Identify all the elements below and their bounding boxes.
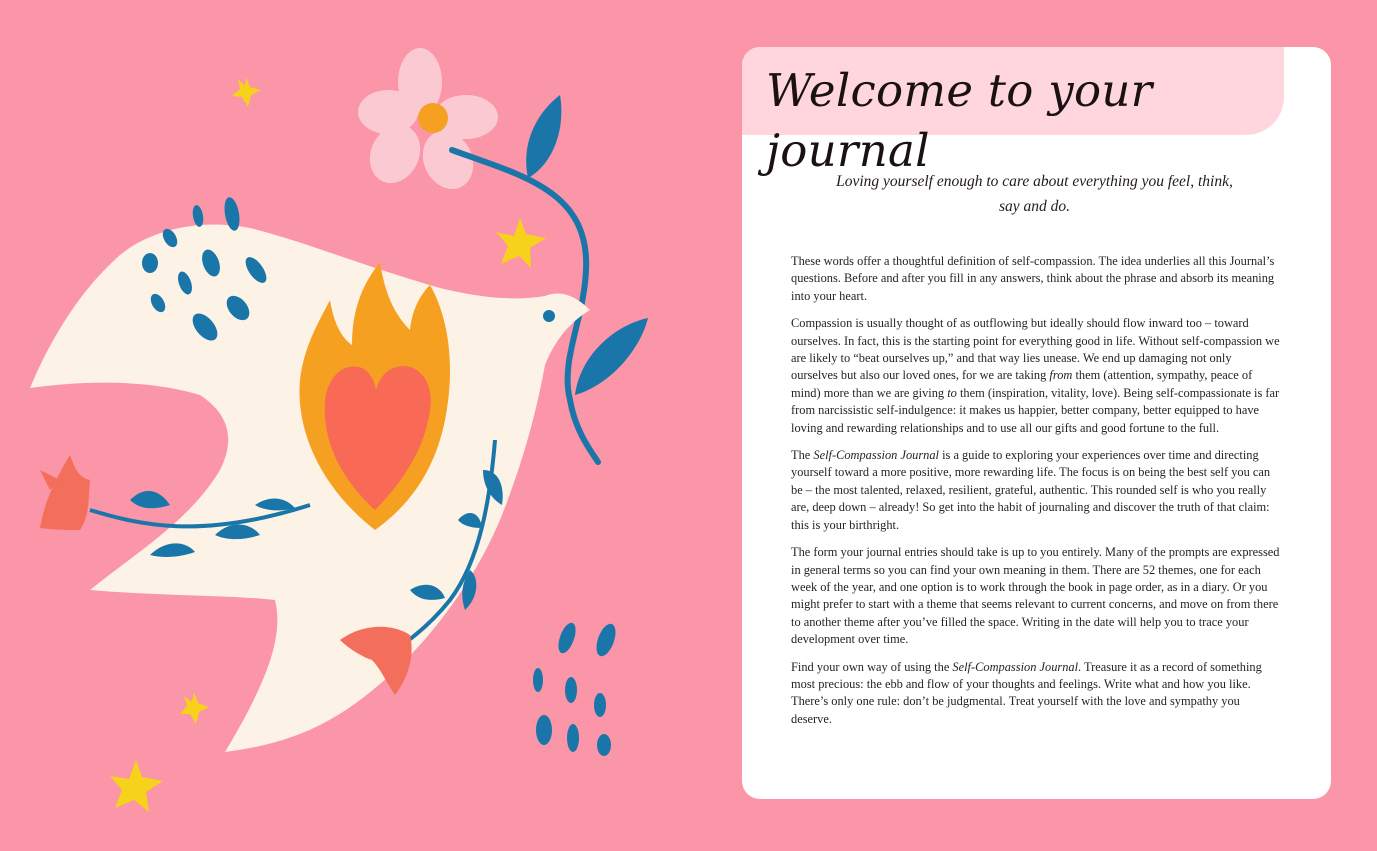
paragraph-text: Compassion is usually thought of as outflowing but ideally should flow inward too – toward ourselves. In fact, this is the starting point for everything good in life. Without self-compassion we are likely to “beat ourselves up,” and that way lies unease. We end up damaging not only ourselves but also our loved ones, for we are taking (791, 316, 1280, 383)
star-icon (180, 692, 209, 724)
body-paragraph (791, 447, 1281, 534)
body-text (791, 253, 1281, 738)
star-icon (496, 218, 546, 268)
star-icon (232, 77, 261, 107)
paragraph-text: Find your own way of using the (791, 659, 953, 674)
paragraph-text: These words offer a thoughtful definition of self-compassion. The idea underlies all this Journal’s questions. Before and after you fill in any answers, think about the phrase and absorb its meaning into your heart. (791, 254, 1275, 303)
body-paragraph (791, 659, 1281, 729)
title-band (742, 47, 1284, 177)
paragraph-text: them (attention, sympathy, peace of mind) more than we are giving (791, 368, 1253, 400)
paragraph-text: The form your journal entries should take is up to you entirely. Many of the prompts are expressed in general terms so you can find your own meaning in them. There are 52 themes, one for each week of the year, and one option is to work through the book in page order, as in a diary. Or you might prefer to start with a theme that seems relevant to current concerns, and move on from there to another theme after you’ve filled the space. Writing in the date will help you to trace your development over time. (791, 545, 1280, 647)
italic-text: from (1049, 368, 1073, 383)
paragraph-text: The (791, 448, 814, 463)
star-icon (110, 760, 163, 812)
subtitle-quote: Loving yourself enough to care about everything you feel, think, say and do. (836, 173, 1233, 215)
brush-dots (533, 621, 619, 756)
paragraph-text: . Treasure it as a record of something most precious: the ebb and flow of your thoughts and feelings. Write what and how you like. There’s only one rule: don’t be judgmental. Treat yourself with the love and sympathy you deserve. (791, 659, 1262, 726)
body-paragraph (791, 253, 1281, 305)
body-paragraph (791, 544, 1281, 648)
paragraph-text: is a guide to exploring your experiences over time and directing yourself toward a more positive, more rewarding life. The focus is on being the best self you can be – the most talented, relaxed, resilient, grateful, authentic. This rounded self is who you really are, deep down – already! So get into the habit of journaling and discover the truth of that claim: this is your birthright. (791, 448, 1271, 532)
journal-intro-card (742, 47, 1331, 799)
body-paragraph (791, 315, 1281, 437)
italic-text: Self-Compassion Journal (813, 448, 939, 463)
italic-text: Self-Compassion Journal (952, 659, 1079, 674)
flower-icon (358, 48, 498, 197)
page-title: Welcome to your journal (766, 64, 1153, 177)
italic-text: to (947, 385, 957, 400)
paragraph-text: them (inspiration, vitality, love). Being self-compassionate is far from narcissistic self-indulgence: it makes us happier, better company, better equipped to have loving and rewarding relationships and to use all our gifts and good fortune to the full. (791, 385, 1280, 435)
dove-body (30, 224, 590, 752)
